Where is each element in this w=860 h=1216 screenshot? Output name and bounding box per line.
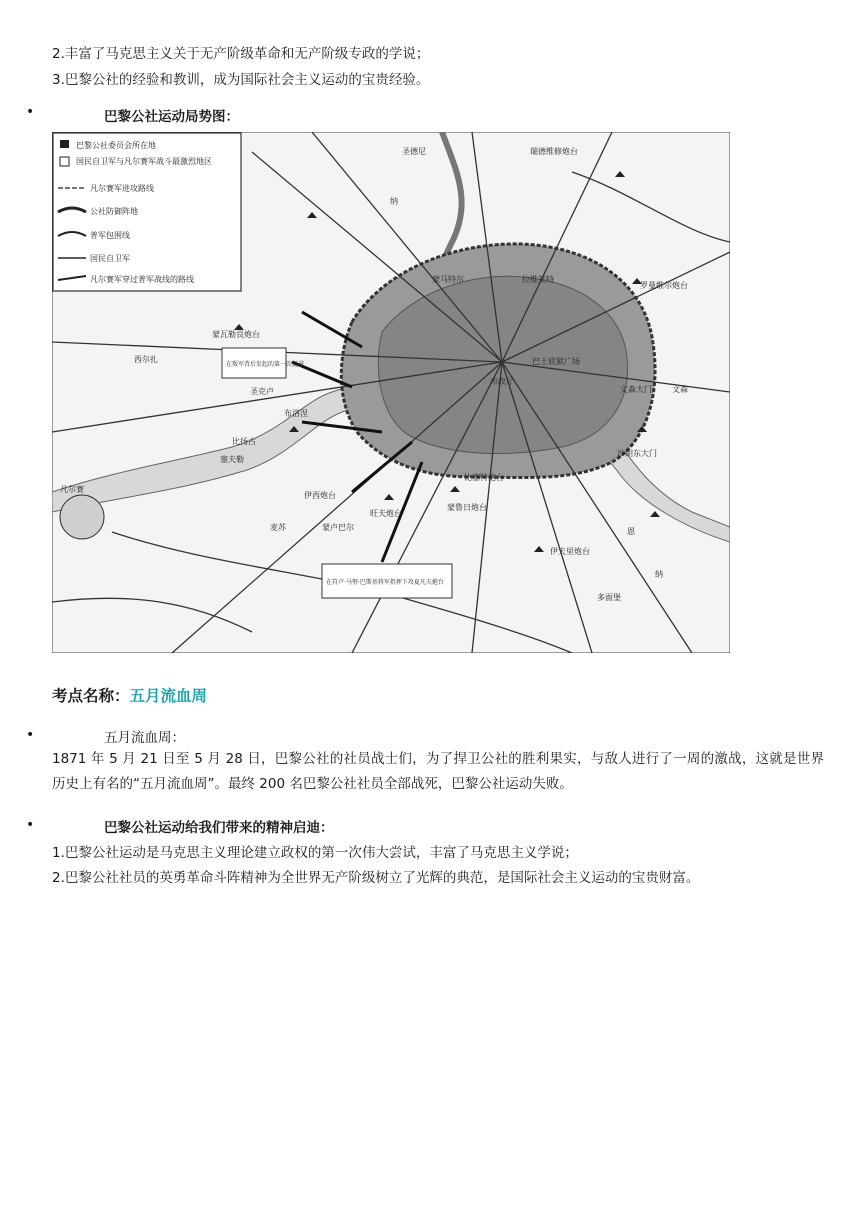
map-label: 文森 [672, 385, 688, 394]
legend-item: 普军包围线 [90, 231, 130, 240]
section1-title: 五月流血周： [104, 730, 185, 746]
section2-line-2: 2.巴黎公社社员的英勇革命斗阵精神为全世界无产阶级树立了光辉的典范，是国际社会主义运动的宝贵财富。 [52, 870, 700, 886]
map-label: 塞夫勒 [220, 455, 244, 464]
paris-commune-map [52, 132, 730, 653]
legend-item: 凡尔赛军进攻路线 [90, 184, 154, 193]
section1-body: 1871 年 5 月 21 日至 5 月 28 日，巴黎公社的社员战士们，为了捍卫公社的胜利果实，与敌人进行了一周的激战，这就是世界历史上有名的“五月流血周”。最终 200 名巴黎公社社员全部战死，巴黎公社运动失败。 [52, 751, 824, 792]
legend-item: 国民自卫军与凡尔赛军战斗最激烈地区 [76, 157, 212, 166]
map-label: 西尔扎 [134, 355, 158, 364]
map-label: 纳 [390, 197, 398, 206]
map-callout: 在叛军背后发起的第一次挺进 [226, 361, 305, 368]
intro-line-2: 2.丰富了马克思主义关于无产阶级革命和无产阶级专政的学说； [52, 46, 430, 62]
bullet-icon: • [26, 104, 35, 120]
bullet-icon: • [26, 817, 35, 833]
section2-line-1: 1.巴黎公社运动是马克思主义理论建立政权的第一次伟大尝试，丰富了马克思主义学说； [52, 845, 578, 861]
map-label: 凡尔赛 [60, 485, 84, 494]
map-label: 纳 [655, 570, 663, 579]
legend-item: 国民自卫军 [90, 254, 130, 263]
map-label: 多面堡 [597, 593, 621, 602]
map-label: 瑞德维修炮台 [530, 147, 578, 156]
map-label: 伊夫里炮台 [550, 547, 590, 556]
map-label: 恩 [627, 527, 635, 536]
topic-name[interactable]: 五月流血周 [129, 687, 208, 705]
topic-label: 考点名称： [52, 687, 130, 705]
map-label: 比扬古 [232, 437, 256, 446]
map-label: 沙朗东大门 [617, 449, 657, 458]
map-label: 蒙卢巴尔 [322, 523, 354, 532]
legend-item: 凡尔赛军穿过普军战线的路线 [90, 275, 194, 284]
legend-item: 巴黎公社委员会所在地 [76, 141, 156, 150]
map-label: 拉维莱特 [522, 275, 554, 284]
map-label: 伊西炮台 [304, 491, 336, 500]
map-label: 市政厅 [490, 377, 514, 386]
map-label: 蒙鲁日炮台 [447, 503, 487, 512]
section2-title: 巴黎公社运动给我们带来的精神启迪： [104, 820, 334, 836]
map-label: 文森大门 [620, 385, 652, 394]
map-label: 蒙瓦勒良炮台 [212, 330, 260, 339]
map-label: 圣德尼 [402, 147, 426, 156]
map-label: 巴士底狱广场 [532, 357, 580, 366]
map-label: 圣克卢 [250, 387, 274, 396]
topic-heading [52, 684, 207, 706]
map-label: 麦苏 [270, 523, 286, 532]
intro-line-3: 3.巴黎公社的经验和教训，成为国际社会主义运动的宝贵经验。 [52, 72, 430, 88]
map-label: 布洛涅 [284, 409, 308, 418]
map-label: 比塞特炮台 [464, 473, 504, 482]
legend-item: 公社防御阵地 [90, 207, 138, 216]
map-label: 蒙马特尔 [432, 275, 464, 284]
map-callout: 在符卢·马努·巴斯基将军指挥下攻夏凡夫炮台 [326, 579, 444, 586]
map-label: 旺夫炮台 [370, 509, 402, 518]
map-label: 罗曼维尔炮台 [640, 281, 688, 290]
map-section-title: 巴黎公社运动局势图： [104, 109, 239, 125]
bullet-icon: • [26, 727, 35, 743]
